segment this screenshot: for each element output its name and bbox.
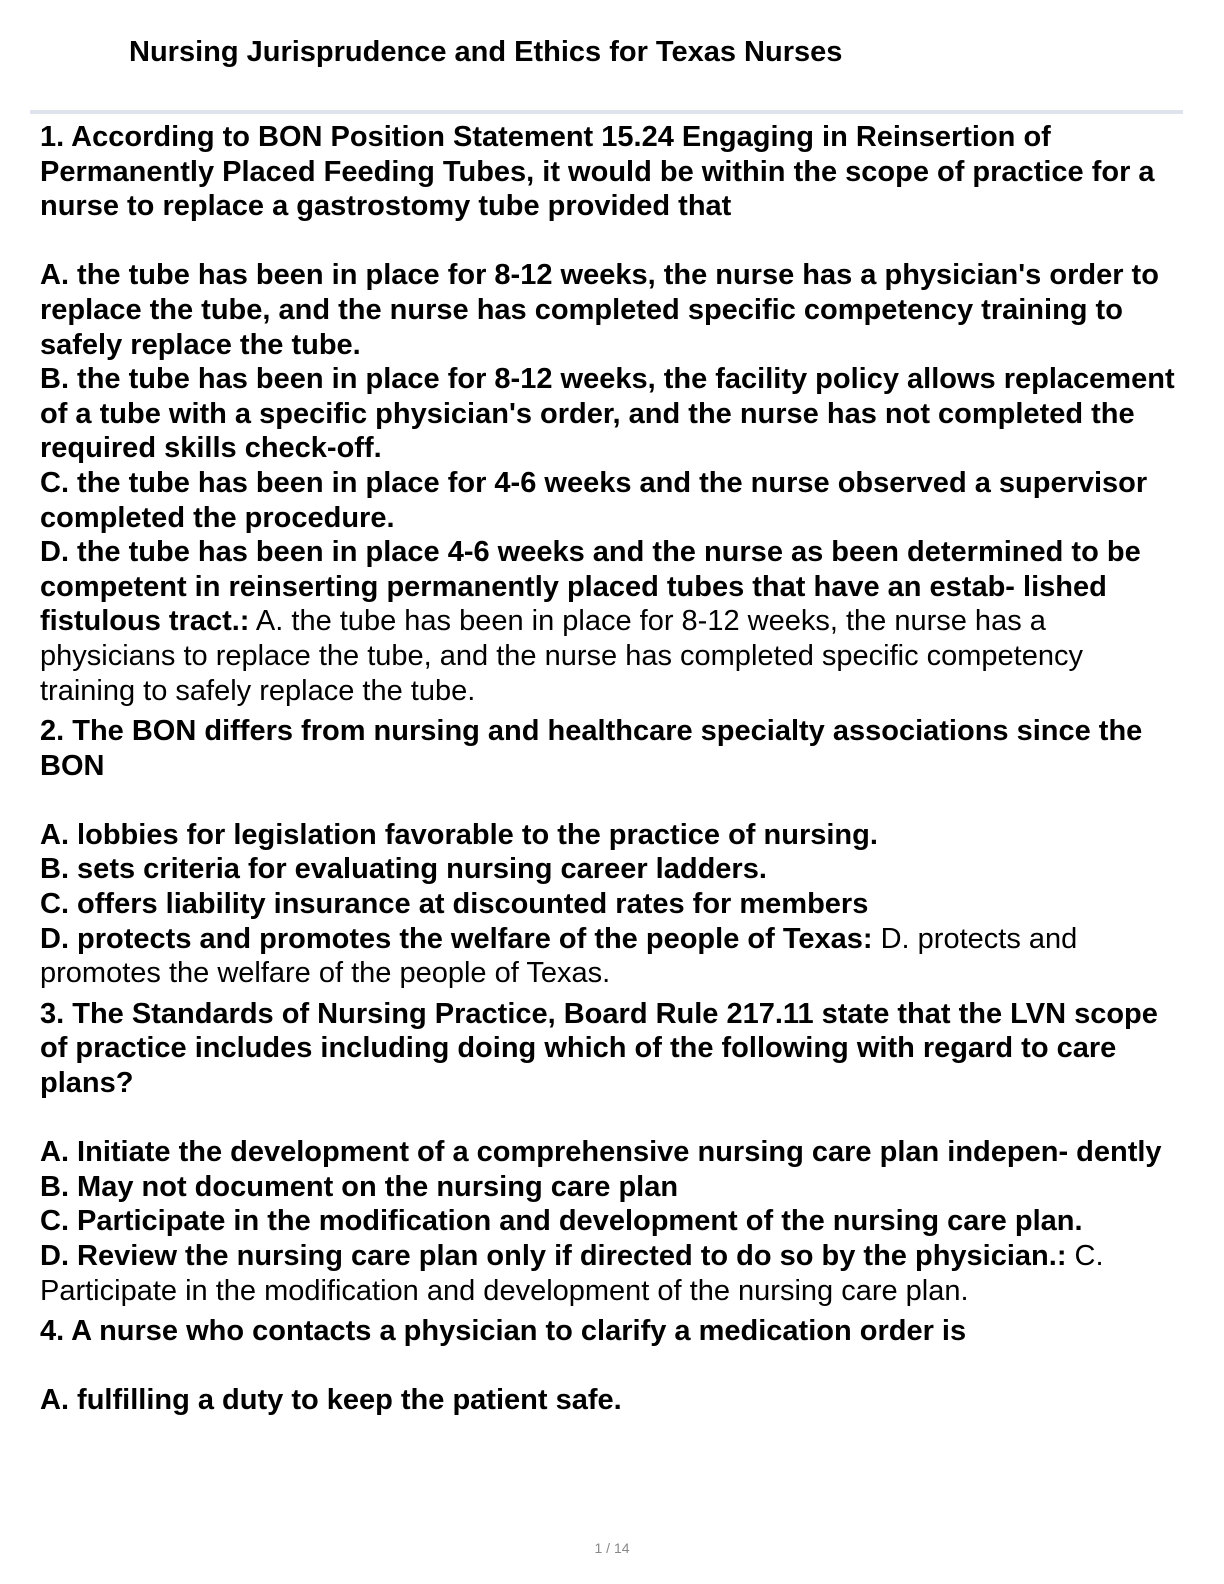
question-block-1	[40, 120, 1182, 708]
question-block-3	[40, 997, 1182, 1308]
option-d	[40, 922, 1182, 991]
title-divider	[30, 110, 1183, 114]
question-text: 3. The Standards of Nursing Practice, Board Rule 217.11 state that the LVN scope of practice includes including doing which of the following with regard to care plans?	[40, 997, 1158, 1100]
spacer	[40, 1349, 1182, 1384]
question-block-2	[40, 714, 1182, 991]
option-d-text: D. Review the nursing care plan only if directed to do so by the physician.:	[40, 1240, 1067, 1272]
question-block-4	[40, 1314, 1182, 1418]
question-text: 2. The BON differs from nursing and healthcare specialty associations since the BON	[40, 715, 1143, 782]
question-text: 4. A nurse who contacts a physician to clarify a medication order is	[40, 1315, 967, 1348]
option-a: A. Initiate the development of a comprehensive nursing care plan indepen- dently	[40, 1136, 1162, 1169]
spacer	[40, 1101, 1182, 1136]
answer-text: C. Participate in the modification and development of the nursing care plan.	[40, 1240, 1104, 1307]
option-a: A. fulfilling a duty to keep the patient safe.	[40, 1384, 622, 1417]
document-title: Nursing Jurisprudence and Ethics for Texas Nurses	[129, 36, 843, 68]
option-c: C. offers liability insurance at discounted rates for members	[40, 888, 869, 921]
spacer	[40, 783, 1182, 818]
option-b: B. May not document on the nursing care plan	[40, 1170, 679, 1203]
option-d	[40, 535, 1182, 708]
option-d-text: D. protects and promotes the welfare of the people of Texas:	[40, 922, 873, 955]
option-b: B. the tube has been in place for 8-12 weeks, the facility policy allows replacement of a tube with a specific physician's order, and the nurse has not completed the required skills check-off.	[40, 363, 1175, 465]
answer-text: A. the tube has been in place for 8-12 weeks, the nurse has a physicians to replace the tube, and the nurse has completed specific competency training to safely replace the tube.	[40, 605, 1083, 707]
spacer	[40, 224, 1182, 259]
option-d-text: D. the tube has been in place 4-6 weeks and the nurse as been determined to be competent in reinserting permanently placed tubes that have an estab- lished fistulous tract.:	[40, 536, 1141, 638]
option-c: C. Participate in the modification and development of the nursing care plan.	[40, 1205, 1083, 1238]
document-body	[40, 120, 1182, 1424]
option-d	[40, 1239, 1182, 1308]
option-b: B. sets criteria for evaluating nursing career ladders.	[40, 853, 767, 886]
option-a: A. the tube has been in place for 8-12 weeks, the nurse has a physician's order to replace the tube, and the nurse has completed specific competency training to safely replace the tube.	[40, 259, 1159, 361]
question-text: 1. According to BON Position Statement 15.24 Engaging in Reinsertion of Permanently Placed Feeding Tubes, it would be within the scope of practice for a nurse to replace a gastrostomy tube provided that	[40, 121, 1155, 223]
option-a: A. lobbies for legislation favorable to the practice of nursing.	[40, 818, 878, 851]
option-c: C. the tube has been in place for 4-6 weeks and the nurse observed a supervisor completed the procedure.	[40, 466, 1148, 534]
page-indicator: 1 / 14	[594, 1540, 630, 1556]
answer-text: D. protects and promotes the welfare of the people of Texas.	[40, 922, 1078, 990]
